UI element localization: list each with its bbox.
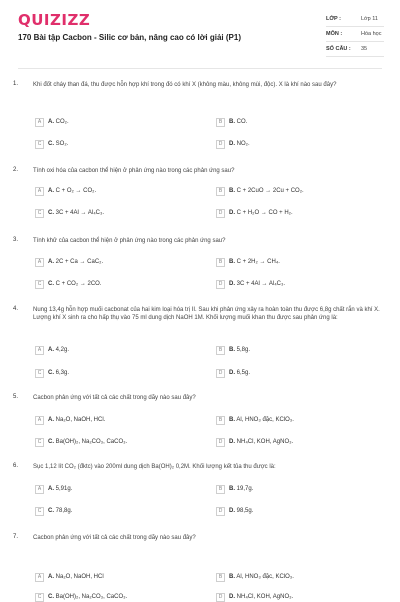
- option-text: Al, HNO₃ đặc, KClO₃.: [236, 417, 294, 423]
- option-letter-box: A: [35, 187, 44, 196]
- option-letter-box: D: [216, 280, 225, 289]
- option-text: C + 2CuO → 2Cu + CO₂.: [236, 188, 304, 194]
- quizizz-logo: QUIZIZZ: [18, 11, 91, 29]
- question-number: 3.: [13, 237, 19, 243]
- option-text: 98,5g.: [236, 508, 254, 514]
- option-key: A.: [48, 574, 54, 580]
- option-c[interactable]: [35, 506, 72, 516]
- meta-divider: [326, 26, 384, 27]
- question-text: Khi đốt cháy than đá, thu được hỗn hợp khí trong đó có khí X (không màu, không mùi, độc). X là khí nào sau đây?: [33, 82, 337, 88]
- meta-value-subject: Hóa học: [361, 31, 382, 37]
- option-key: A.: [48, 486, 54, 492]
- option-d[interactable]: [216, 437, 293, 447]
- option-letter-box: A: [35, 346, 44, 355]
- option-letter-box: B: [216, 118, 225, 127]
- question-number: 1.: [13, 81, 19, 87]
- option-key: B.: [229, 417, 235, 423]
- option-key: D.: [229, 594, 235, 600]
- meta-divider: [326, 41, 384, 42]
- option-b[interactable]: [216, 572, 294, 582]
- option-key: A.: [48, 188, 54, 194]
- option-text: 2C + Ca → CaC₂.: [55, 259, 104, 265]
- option-c[interactable]: [35, 139, 68, 149]
- option-b[interactable]: [216, 186, 304, 196]
- option-text: NH₄Cl, KOH, AgNO₃.: [236, 594, 294, 600]
- option-letter-box: D: [216, 507, 225, 516]
- option-text: 6,5g.: [236, 370, 251, 376]
- option-key: D.: [229, 370, 235, 376]
- option-key: C.: [48, 281, 54, 287]
- option-text: C + 2H₂ → CH₄.: [236, 259, 280, 265]
- option-c[interactable]: [35, 368, 69, 378]
- option-d[interactable]: [216, 506, 253, 516]
- option-text: SO₂.: [55, 141, 69, 147]
- option-letter-box: B: [216, 416, 225, 425]
- option-key: B.: [229, 347, 235, 353]
- option-text: 19,7g.: [236, 486, 254, 492]
- option-key: B.: [229, 119, 235, 125]
- option-letter-box: C: [35, 507, 44, 516]
- option-d[interactable]: [216, 368, 250, 378]
- option-letter-box: C: [35, 593, 44, 602]
- option-text: 5,91g.: [55, 486, 73, 492]
- question-number: 4.: [13, 306, 19, 312]
- option-c[interactable]: [35, 279, 102, 289]
- option-text: 3C + 4Al → Al₄C₃.: [55, 210, 105, 216]
- option-letter-box: A: [35, 485, 44, 494]
- option-letter-box: C: [35, 438, 44, 447]
- option-text: 4,2g.: [55, 347, 70, 353]
- option-text: Ba(OH)₂, Na₂CO₃, CaCO₃.: [55, 439, 128, 445]
- option-text: Na₂O, NaOH, HCl.: [55, 417, 106, 423]
- option-a[interactable]: [35, 345, 69, 355]
- option-b[interactable]: [216, 345, 250, 355]
- option-letter-box: B: [216, 573, 225, 582]
- option-letter-box: C: [35, 209, 44, 218]
- option-letter-box: C: [35, 369, 44, 378]
- question-text: Tính khử của cacbon thể hiện ở phản ứng nào trong các phản ứng sau?: [33, 238, 226, 244]
- option-letter-box: D: [216, 593, 225, 602]
- option-text: Ba(OH)₂, Na₂CO₃, CaCO₃.: [55, 594, 128, 600]
- option-key: C.: [48, 141, 54, 147]
- question-text: Tính oxi hóa của cacbon thể hiện ở phản ứng nào trong các phản ứng sau?: [33, 168, 235, 174]
- option-letter-box: A: [35, 258, 44, 267]
- option-letter-box: B: [216, 187, 225, 196]
- meta-divider: [326, 56, 384, 57]
- option-a[interactable]: [35, 415, 105, 425]
- header-divider: [18, 68, 382, 69]
- option-text: C + O₂ → CO₂.: [55, 188, 97, 194]
- option-text: 6,3g.: [55, 370, 70, 376]
- option-key: B.: [229, 188, 235, 194]
- option-letter-box: C: [35, 280, 44, 289]
- question-number: 6.: [13, 463, 19, 469]
- meta-value-count: 35: [361, 46, 368, 52]
- option-text: C + CO₂ → 2CO.: [55, 281, 102, 287]
- meta-label-count: SỐ CÂU :: [326, 46, 351, 52]
- option-text: NO₂.: [236, 141, 250, 147]
- option-d[interactable]: [216, 592, 293, 602]
- option-key: D.: [229, 439, 235, 445]
- option-text: Al, HNO₃ đặc, KClO₃.: [236, 574, 294, 580]
- option-d[interactable]: [216, 139, 250, 149]
- worksheet-header: [0, 0, 400, 66]
- option-text: 5,8g.: [236, 347, 251, 353]
- meta-value-class: Lớp 11: [361, 16, 378, 22]
- meta-label-subject: MÔN :: [326, 31, 343, 37]
- option-text: 78,8g.: [55, 508, 73, 514]
- option-c[interactable]: [35, 208, 104, 218]
- option-text: CO₂.: [55, 119, 69, 125]
- option-key: A.: [48, 259, 54, 265]
- option-letter-box: A: [35, 573, 44, 582]
- question-text: Cacbon phản ứng với tất cả các chất trong dãy nào sau đây?: [33, 395, 196, 401]
- option-text: Na₂O, NaOH, HCl: [55, 574, 104, 580]
- option-key: C.: [48, 439, 54, 445]
- option-text: NH₄Cl, KOH, AgNO₃.: [236, 439, 294, 445]
- option-letter-box: B: [216, 258, 225, 267]
- question-text: Sục 1,12 lít CO₂ (đktc) vào 200ml dung dịch Ba(OH)₂ 0,2M. Khối lượng kết tủa thu được là:: [33, 464, 276, 470]
- option-b[interactable]: [216, 257, 280, 267]
- option-letter-box: A: [35, 118, 44, 127]
- option-letter-box: C: [35, 140, 44, 149]
- option-letter-box: B: [216, 485, 225, 494]
- option-key: D.: [229, 210, 235, 216]
- option-letter-box: D: [216, 438, 225, 447]
- option-d[interactable]: [216, 208, 293, 218]
- question-number: 2.: [13, 167, 19, 173]
- option-letter-box: D: [216, 369, 225, 378]
- option-a[interactable]: [35, 484, 72, 494]
- option-key: D.: [229, 141, 235, 147]
- question-number: 7.: [13, 534, 19, 540]
- option-key: D.: [229, 281, 235, 287]
- option-text: 3C + 4Al → Al₄C₃.: [236, 281, 286, 287]
- option-d[interactable]: [216, 279, 285, 289]
- option-a[interactable]: [35, 572, 104, 582]
- worksheet-title: 170 Bài tập Cacbon - Silic cơ bản, nâng cao có lời giải (P1): [18, 33, 241, 42]
- option-a[interactable]: [35, 257, 103, 267]
- option-key: A.: [48, 417, 54, 423]
- option-key: A.: [48, 119, 54, 125]
- question-text: Nung 13,4g hỗn hợp muối cacbonat của hai kim loại hóa trị II. Sau khi phản ứng xảy ra hoàn toàn thu được 6,8g chất rắn và khí X. Lượng khí X sinh ra cho hấp thụ vào 75 ml dung dịch NaOH 1M. Khối lượng muối khan thu được sau phản ứng là:: [33, 307, 380, 322]
- option-b[interactable]: [216, 484, 253, 494]
- option-text: CO.: [236, 119, 248, 125]
- question-text: Cacbon phản ứng với tất cả các chất trong dãy nào sau đây?: [33, 535, 196, 541]
- option-key: C.: [48, 594, 54, 600]
- option-b[interactable]: [216, 415, 294, 425]
- option-key: C.: [48, 508, 54, 514]
- meta-label-class: LỚP :: [326, 16, 341, 22]
- option-c[interactable]: [35, 592, 127, 602]
- option-a[interactable]: [35, 117, 69, 127]
- option-c[interactable]: [35, 437, 127, 447]
- option-a[interactable]: [35, 186, 96, 196]
- option-key: D.: [229, 508, 235, 514]
- option-key: A.: [48, 347, 54, 353]
- option-letter-box: D: [216, 209, 225, 218]
- option-key: B.: [229, 259, 235, 265]
- option-key: C.: [48, 210, 54, 216]
- option-letter-box: B: [216, 346, 225, 355]
- option-b[interactable]: [216, 117, 247, 127]
- question-number: 5.: [13, 394, 19, 400]
- option-text: C + H₂O → CO + H₂.: [236, 210, 293, 216]
- option-key: B.: [229, 574, 235, 580]
- option-letter-box: D: [216, 140, 225, 149]
- option-key: C.: [48, 370, 54, 376]
- option-letter-box: A: [35, 416, 44, 425]
- option-key: B.: [229, 486, 235, 492]
